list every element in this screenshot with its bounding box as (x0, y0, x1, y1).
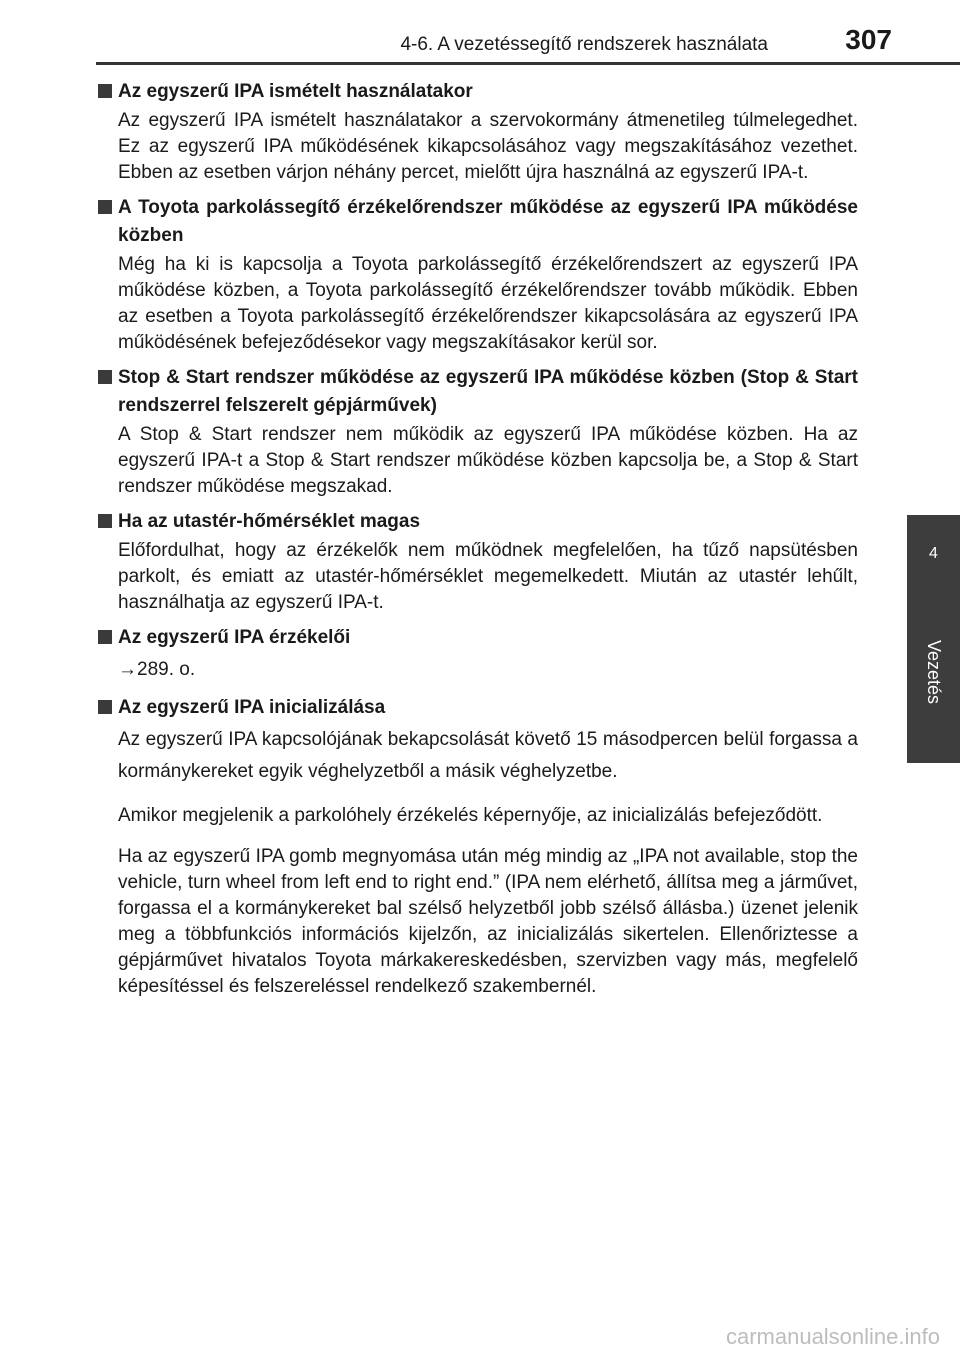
section-heading: Az egyszerű IPA érzékelői (96, 624, 858, 652)
page-reference: →289. o. (118, 659, 196, 680)
page-number: 307 (845, 24, 892, 55)
header-divider (96, 62, 960, 65)
chapter-tab (907, 515, 960, 763)
section-title: 4-6. A vezetéssegítő rendszerek használata (400, 34, 768, 55)
paragraph: Még ha ki is kapcsolja a Toyota parkolássegítő érzékelőrendszert az egyszerű IPA működése közben, a Toyota parkolássegítő érzékelőrendszer tovább működik. Ebben az esetben a Toyota parkolássegítő érzékelőrendszer kikapcsolására az egyszerű IPA működésének befejeződésekor vagy megszakításakor kerül sor. (118, 254, 858, 353)
paragraph: Az egyszerű IPA kapcsolójának bekapcsolását követő 15 másodpercen belül forgassa a kormánykereket egyik véghelyzetből a másik véghelyzetbe. (118, 729, 858, 782)
section-initialization (96, 694, 858, 1000)
watermark: carmanualsonline.info (725, 1324, 940, 1349)
bullet-square-icon (98, 630, 112, 644)
main-content (96, 78, 858, 1008)
section-heading: Az egyszerű IPA inicializálása (96, 694, 858, 722)
section-repeated-use (96, 78, 858, 186)
section-heading: Stop & Start rendszer működése az egyszerű IPA működése közben (Stop & Start rendszerrel felszerelt gépjárművek) (96, 364, 858, 420)
bullet-square-icon (98, 200, 112, 214)
section-heading: Ha az utastér-hőmérséklet magas (96, 508, 858, 536)
paragraph: Az egyszerű IPA ismételt használatakor a szervokormány átmenetileg túlmelegedhet. Ez az egyszerű IPA működésének kikapcsolásához vagy megszakításához vezethet. Ebben az esetben várjon néhány percet, mielőtt újra használná az egyszerű IPA-t. (118, 110, 858, 183)
bullet-square-icon (98, 84, 112, 98)
section-parking-sensor (96, 194, 858, 356)
section-heading: Az egyszerű IPA ismételt használatakor (96, 78, 858, 106)
chapter-label: Vezetés (924, 640, 944, 705)
paragraph: Előfordulhat, hogy az érzékelők nem működnek megfelelően, ha tűző napsütésben parkolt, és emiatt az utastér-hőmérséklet megemelkedett. Miután az utastér lehűlt, használhatja az egyszerű IPA-t. (118, 540, 858, 613)
bullet-square-icon (98, 370, 112, 384)
paragraph: Ha az egyszerű IPA gomb megnyomása után még mindig az „IPA not available, stop the vehicle, turn wheel from left end to right end.” (IPA nem elérhető, állítsa meg a járművet, forgassa el a kormánykereket bal szélső helyzetből jobb szélső állásba.) üzenet jelenik meg a többfunkciós információs kijelzőn, az inicializálás sikertelen. Ellenőriztesse a gépjárművet hivatalos Toyota márkakereskedésben, szervizben vagy más, megfelelő képesítéssel és felszereléssel rendelkező szakembernél. (118, 846, 858, 997)
paragraph: Amikor megjelenik a parkolóhely érzékelés képernyője, az inicializálás befejeződött. (118, 805, 823, 826)
section-cabin-temperature (96, 508, 858, 616)
section-sensors (96, 624, 858, 686)
page-header (0, 0, 960, 66)
bullet-square-icon (98, 514, 112, 528)
section-heading: A Toyota parkolássegítő érzékelőrendszer működése az egyszerű IPA működése közben (96, 194, 858, 250)
paragraph: A Stop & Start rendszer nem működik az egyszerű IPA működése közben. Ha az egyszerű IPA-t a Stop & Start rendszer működése közben kapcsolja be, a Stop & Start rendszer működése megszakad. (118, 424, 858, 497)
section-stop-start (96, 364, 858, 500)
chapter-number: 4 (929, 545, 938, 562)
bullet-square-icon (98, 700, 112, 714)
